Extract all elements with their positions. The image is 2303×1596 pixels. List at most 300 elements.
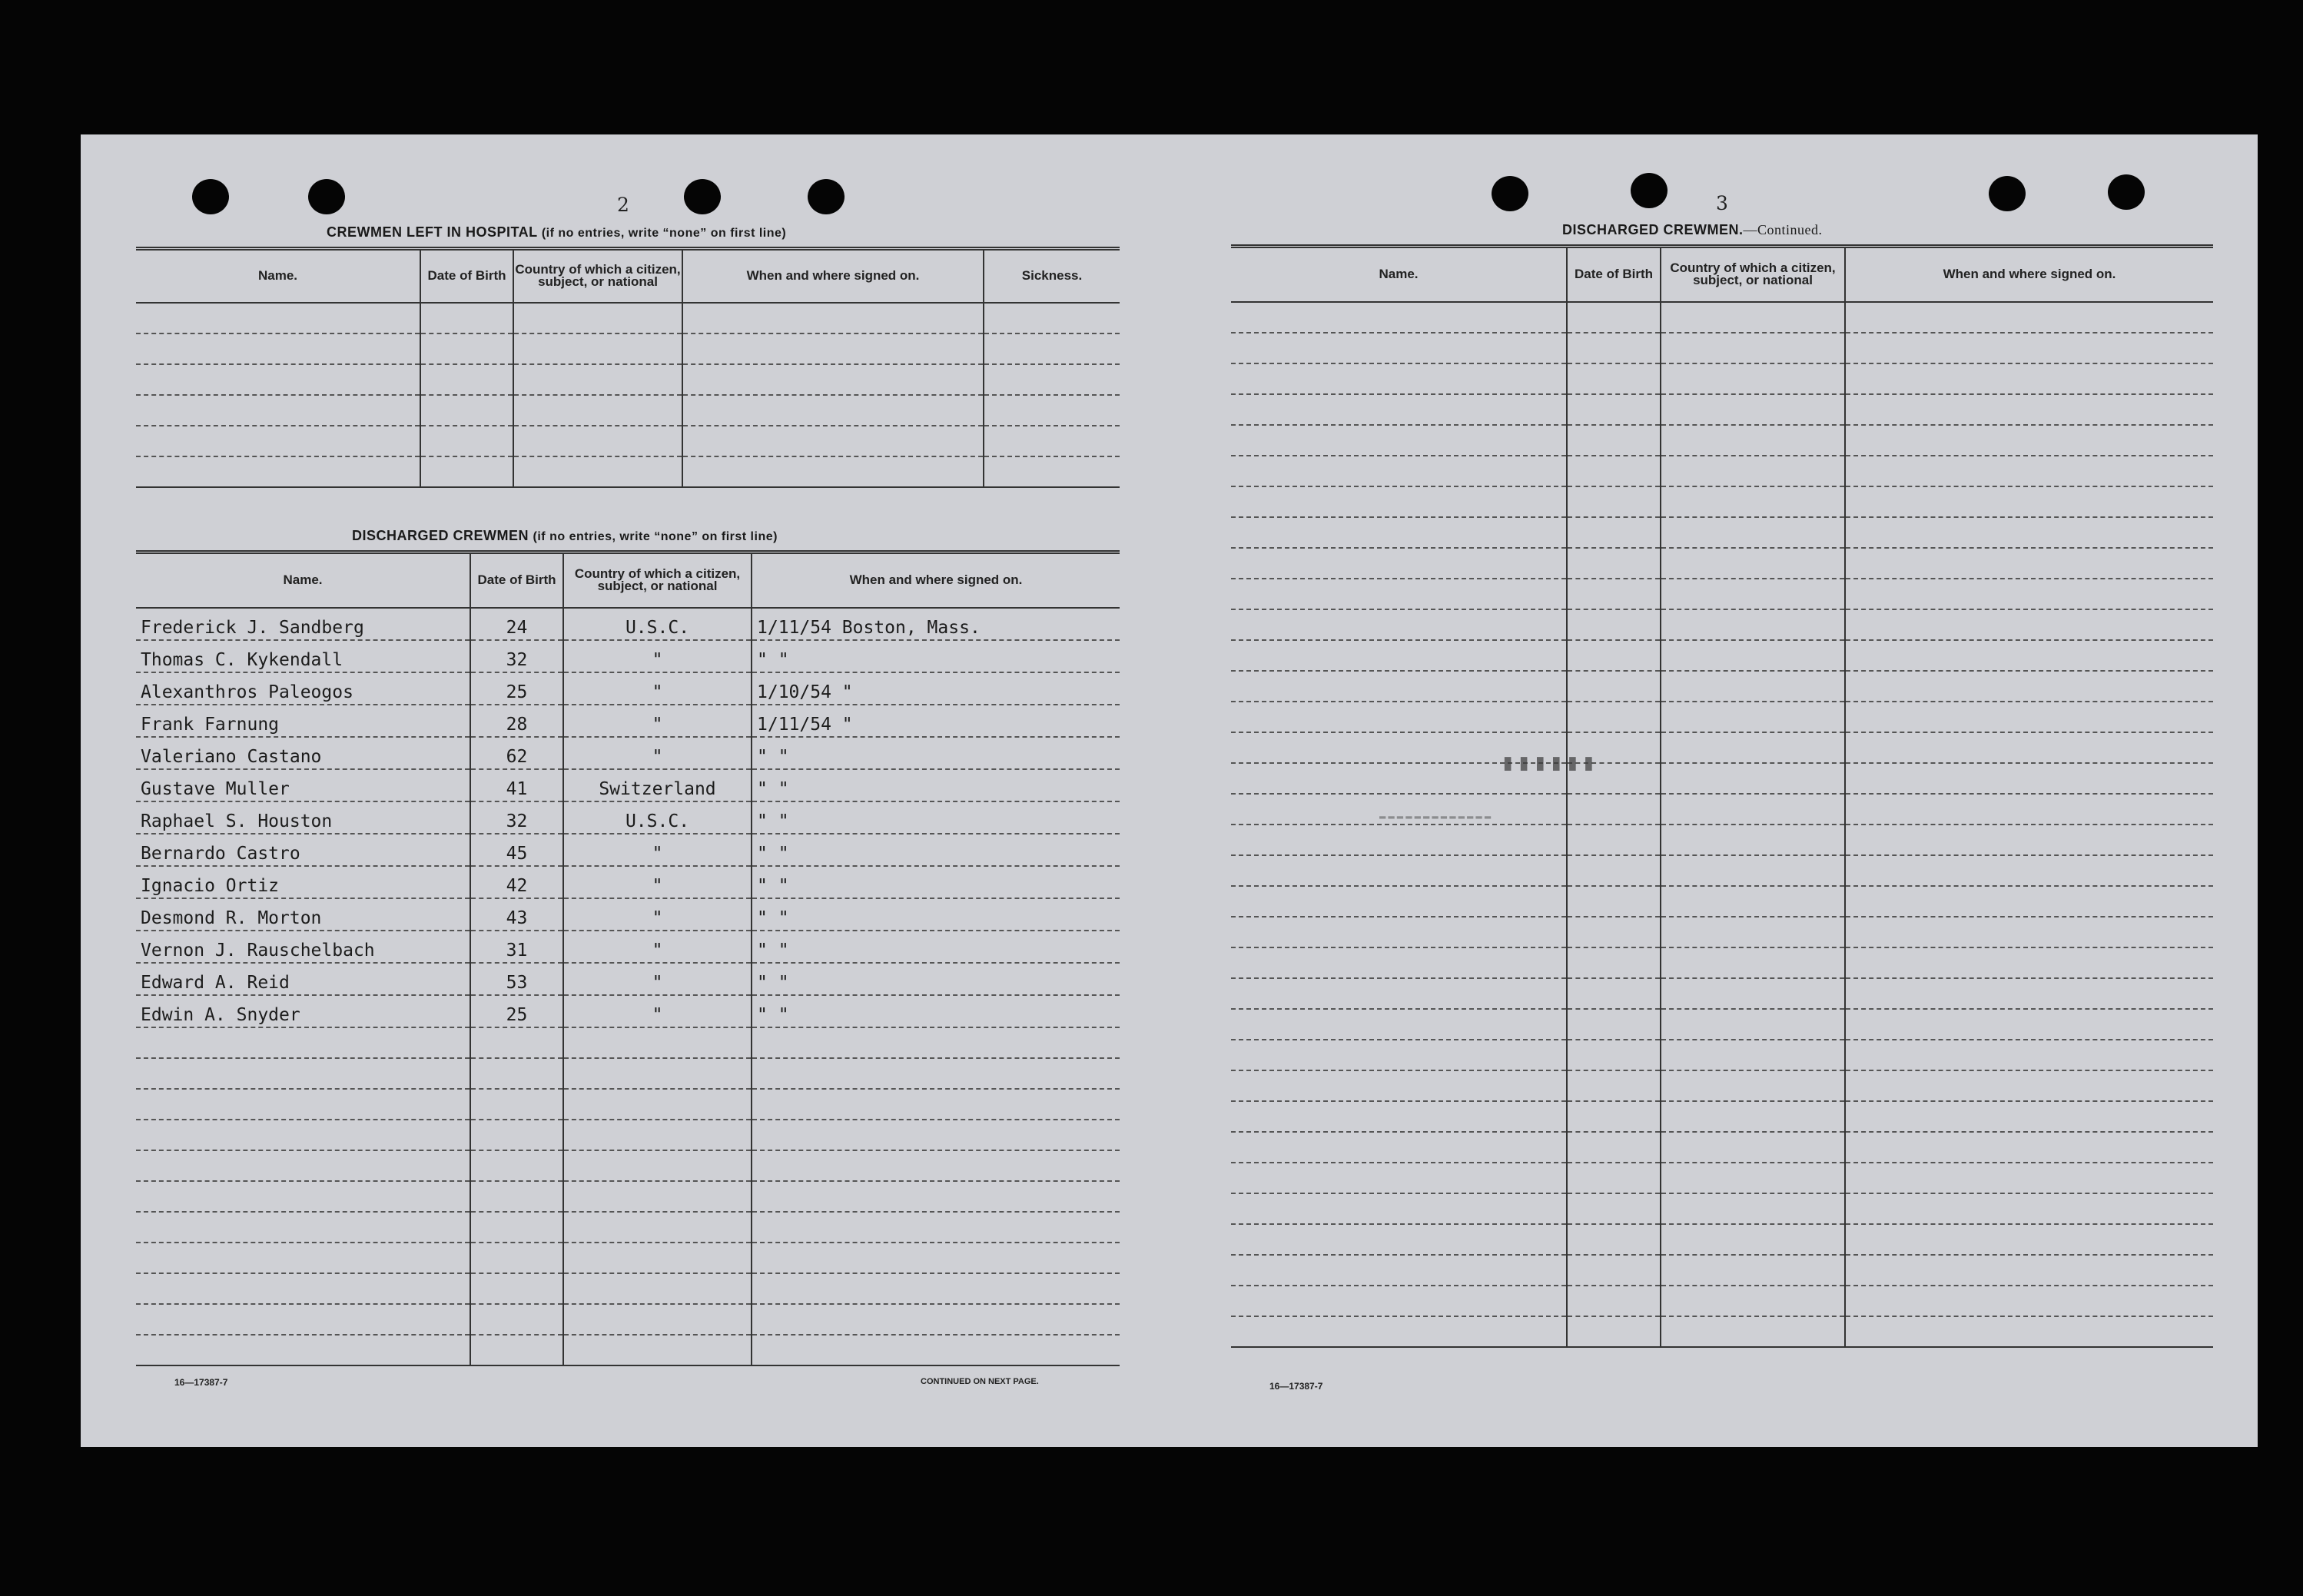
page-number-left: 2 — [617, 194, 629, 216]
cell-blank — [1567, 825, 1661, 855]
cell-blank — [1567, 1193, 1661, 1224]
cell-name: Bernardo Castro — [136, 834, 470, 866]
cell-dob: 42 — [470, 866, 563, 898]
cell-dob: 25 — [470, 995, 563, 1027]
cell-name — [136, 1243, 470, 1273]
cell-blank — [1567, 855, 1661, 886]
cell-signed: " " — [752, 995, 1120, 1027]
cell-blank — [1661, 702, 1845, 732]
cell-blank — [1845, 302, 2213, 333]
cell-blank — [1845, 1224, 2213, 1255]
cell-blank — [1845, 548, 2213, 579]
cell-signed: " " — [752, 931, 1120, 963]
table-row — [136, 1120, 1120, 1150]
cell-blank — [1845, 394, 2213, 425]
cell-country — [563, 1089, 752, 1120]
cell-dob: 32 — [470, 801, 563, 834]
cell-signed: " " — [752, 801, 1120, 834]
col-header-name: Name. — [136, 249, 420, 303]
right-title-note: —Continued. — [1743, 222, 1823, 237]
cell-dob: 25 — [470, 672, 563, 705]
cell-blank — [1567, 363, 1661, 394]
cell-dob: 32 — [470, 640, 563, 672]
table-row — [136, 866, 1120, 898]
cell-blank — [1845, 855, 2213, 886]
cell-blank — [1661, 1224, 1845, 1255]
cell-country: Switzerland — [563, 769, 752, 801]
cell-blank — [1661, 548, 1845, 579]
col-header-signed-on: When and where signed on. — [1845, 247, 2213, 302]
cell-blank — [1661, 794, 1845, 825]
cell-name — [136, 1027, 470, 1058]
cell-blank — [1231, 517, 1567, 548]
cell-blank — [1231, 609, 1567, 640]
cell-blank — [1567, 425, 1661, 456]
table-row — [136, 931, 1120, 963]
table-row — [136, 1150, 1120, 1181]
punch-hole — [1492, 176, 1528, 211]
cell-blank — [1231, 978, 1567, 1009]
table-row — [136, 640, 1120, 672]
cell-blank — [1231, 1132, 1567, 1163]
cell-dob — [470, 1243, 563, 1273]
form-number-left: 16—17387-7 — [174, 1377, 228, 1388]
cell-name: Frank Farnung — [136, 705, 470, 737]
cell-blank — [1661, 671, 1845, 702]
cell-blank — [1231, 333, 1567, 363]
punch-hole — [808, 179, 845, 214]
table-row — [136, 395, 1120, 426]
cell-name: Edwin A. Snyder — [136, 995, 470, 1027]
cell-blank — [1231, 1070, 1567, 1101]
table-row — [136, 672, 1120, 705]
cell-country: " — [563, 995, 752, 1027]
cell-signed — [752, 1335, 1120, 1365]
cell-blank — [1567, 1009, 1661, 1040]
discharged-section-title — [352, 528, 778, 544]
cell-blank — [1845, 947, 2213, 978]
cell-name: Raphael S. Houston — [136, 801, 470, 834]
cell-blank — [1567, 548, 1661, 579]
cell-signed: " " — [752, 834, 1120, 866]
cell-blank — [1845, 1286, 2213, 1316]
table-row — [136, 1273, 1120, 1304]
cell-country — [563, 1150, 752, 1181]
cell-blank — [1661, 763, 1845, 794]
hospital-title-note: (if no entries, write “none” on first line) — [541, 227, 787, 240]
table-row — [136, 705, 1120, 737]
right-title-text: DISCHARGED CREWMEN. — [1562, 222, 1744, 237]
table-row — [136, 1027, 1120, 1058]
right-section-title — [1562, 222, 1823, 238]
cell-blank — [1845, 917, 2213, 947]
table-row — [1231, 1101, 2213, 1132]
cell-blank — [1845, 978, 2213, 1009]
cell-country: " — [563, 931, 752, 963]
cell-signed: " " — [752, 640, 1120, 672]
table-row — [1231, 302, 2213, 333]
cell-blank — [1661, 732, 1845, 763]
cell-blank — [1231, 1255, 1567, 1286]
cell-country — [563, 1027, 752, 1058]
cell-blank — [1845, 579, 2213, 609]
table-row — [1231, 609, 2213, 640]
table-row — [136, 1212, 1120, 1243]
punch-hole — [684, 179, 721, 214]
cell-blank — [1845, 1070, 2213, 1101]
punch-hole — [1631, 173, 1668, 208]
cell-blank — [1231, 363, 1567, 394]
cell-signed — [752, 1089, 1120, 1120]
table-row — [1231, 333, 2213, 363]
hospital-title-text: CREWMEN LEFT IN HOSPITAL — [327, 224, 538, 240]
cell-blank — [1567, 1316, 1661, 1347]
cell-signed: " " — [752, 898, 1120, 931]
col-header-signed-on: When and where signed on. — [682, 249, 984, 303]
cell-blank — [1661, 333, 1845, 363]
cell-blank — [1661, 1040, 1845, 1070]
table-row — [1231, 732, 2213, 763]
cell-country: " — [563, 705, 752, 737]
table-row — [136, 608, 1120, 640]
table-row — [136, 333, 1120, 364]
cell-blank — [1567, 947, 1661, 978]
cell-blank — [1567, 1070, 1661, 1101]
cell-blank — [1661, 855, 1845, 886]
cell-blank — [1231, 1224, 1567, 1255]
cell-name — [136, 1089, 470, 1120]
cell-name: Valeriano Castano — [136, 737, 470, 769]
table-row — [1231, 579, 2213, 609]
cell-country: " — [563, 866, 752, 898]
hospital-table — [136, 247, 1120, 488]
cell-blank — [1231, 1316, 1567, 1347]
cell-blank — [1845, 886, 2213, 917]
cell-blank — [1567, 978, 1661, 1009]
table-row — [136, 801, 1120, 834]
cell-blank — [1661, 517, 1845, 548]
table-row — [1231, 1132, 2213, 1163]
stamp-mark: ▬▬▬▬▬▬▬▬▬▬▬▬▬ — [1379, 811, 1494, 823]
table-row — [1231, 640, 2213, 671]
cell-blank — [1231, 855, 1567, 886]
cell-blank — [1661, 302, 1845, 333]
cell-signed — [752, 1058, 1120, 1089]
cell-name — [136, 1058, 470, 1089]
cell-blank — [1567, 702, 1661, 732]
punch-hole — [308, 179, 345, 214]
cell-blank — [1661, 640, 1845, 671]
table-row — [1231, 1286, 2213, 1316]
table-row — [136, 963, 1120, 995]
cell-blank — [1661, 825, 1845, 855]
col-header-country: Country of which a citizen, subject, or national — [513, 249, 682, 303]
cell-country: " — [563, 640, 752, 672]
cell-blank — [1845, 456, 2213, 486]
cell-blank — [1231, 917, 1567, 947]
table-row — [1231, 548, 2213, 579]
cell-blank — [1845, 609, 2213, 640]
cell-name — [136, 1212, 470, 1243]
cell-blank — [1845, 702, 2213, 732]
cell-name — [136, 1181, 470, 1212]
cell-blank — [1845, 333, 2213, 363]
cell-blank — [1661, 1316, 1845, 1347]
cell-dob: 31 — [470, 931, 563, 963]
cell-blank — [1567, 1040, 1661, 1070]
cell-blank — [1845, 1132, 2213, 1163]
cell-blank — [1567, 1101, 1661, 1132]
cell-blank — [1567, 1224, 1661, 1255]
table-row — [136, 303, 1120, 333]
cell-blank — [1231, 1286, 1567, 1316]
cell-signed — [752, 1243, 1120, 1273]
cell-blank — [1845, 517, 2213, 548]
cell-blank — [1845, 486, 2213, 517]
table-row — [136, 1304, 1120, 1335]
table-row — [136, 995, 1120, 1027]
cell-signed: 1/11/54 Boston, Mass. — [752, 608, 1120, 640]
cell-dob — [470, 1304, 563, 1335]
cell-blank — [1845, 1101, 2213, 1132]
cell-blank — [1661, 1286, 1845, 1316]
col-header-country: Country of which a citizen, subject, or national — [563, 552, 752, 608]
table-row — [1231, 1193, 2213, 1224]
col-header-dob: Date of Birth — [470, 552, 563, 608]
cell-name: Gustave Muller — [136, 769, 470, 801]
cell-blank — [1231, 1101, 1567, 1132]
cell-country — [563, 1273, 752, 1304]
cell-signed: " " — [752, 963, 1120, 995]
cell-blank — [1661, 1101, 1845, 1132]
cell-blank — [1231, 825, 1567, 855]
cell-country: U.S.C. — [563, 801, 752, 834]
table-row — [1231, 794, 2213, 825]
cell-blank — [1231, 486, 1567, 517]
cell-country: " — [563, 737, 752, 769]
cell-country — [563, 1243, 752, 1273]
cell-name: Alexanthros Paleogos — [136, 672, 470, 705]
table-row — [136, 737, 1120, 769]
continued-rows — [1231, 302, 2213, 1347]
cell-blank — [1231, 1040, 1567, 1070]
cell-blank — [1661, 1009, 1845, 1040]
table-row — [136, 1058, 1120, 1089]
cell-blank — [1661, 579, 1845, 609]
discharged-table — [136, 550, 1120, 1366]
cell-signed: " " — [752, 769, 1120, 801]
table-row — [136, 1335, 1120, 1365]
table-row — [1231, 394, 2213, 425]
cell-blank — [1231, 640, 1567, 671]
table-row — [136, 1243, 1120, 1273]
cell-country — [563, 1181, 752, 1212]
table-row — [1231, 425, 2213, 456]
cell-signed — [752, 1273, 1120, 1304]
cell-blank — [1567, 486, 1661, 517]
cell-blank — [1661, 486, 1845, 517]
page-number-right: 3 — [1716, 192, 1728, 214]
cell-blank — [1845, 1316, 2213, 1347]
col-header-dob: Date of Birth — [420, 249, 513, 303]
cell-country — [563, 1304, 752, 1335]
discharged-title-text: DISCHARGED CREWMEN — [352, 528, 529, 543]
table-row — [1231, 456, 2213, 486]
table-row — [1231, 486, 2213, 517]
cell-signed — [752, 1181, 1120, 1212]
cell-blank — [1567, 579, 1661, 609]
table-row — [1231, 825, 2213, 855]
cell-country — [563, 1212, 752, 1243]
cell-blank — [1567, 640, 1661, 671]
cell-blank — [1567, 394, 1661, 425]
cell-blank — [1845, 363, 2213, 394]
cell-blank — [1567, 917, 1661, 947]
hospital-section-title — [327, 224, 786, 241]
cell-name — [136, 1335, 470, 1365]
cell-name — [136, 1273, 470, 1304]
cell-dob — [470, 1335, 563, 1365]
cell-country: " — [563, 963, 752, 995]
cell-dob — [470, 1058, 563, 1089]
table-row — [1231, 363, 2213, 394]
cell-signed — [752, 1212, 1120, 1243]
cell-blank — [1231, 579, 1567, 609]
cell-name — [136, 1150, 470, 1181]
cell-blank — [1567, 302, 1661, 333]
cell-blank — [1231, 1193, 1567, 1224]
cell-blank — [1661, 917, 1845, 947]
cell-blank — [1567, 1163, 1661, 1193]
cell-blank — [1661, 1193, 1845, 1224]
cell-blank — [1845, 640, 2213, 671]
cell-dob — [470, 1089, 563, 1120]
stamp-mark: ▮▮▮▮▮▮ — [1501, 752, 1598, 778]
cell-blank — [1661, 1255, 1845, 1286]
col-header-name: Name. — [136, 552, 470, 608]
cell-signed — [752, 1150, 1120, 1181]
table-row — [136, 769, 1120, 801]
table-row — [1231, 1316, 2213, 1347]
cell-dob — [470, 1150, 563, 1181]
continued-note: CONTINUED ON NEXT PAGE. — [921, 1377, 1039, 1386]
cell-blank — [1567, 1255, 1661, 1286]
punch-hole — [1989, 176, 2026, 211]
manifest-sheet — [81, 134, 2258, 1447]
col-header-dob: Date of Birth — [1567, 247, 1661, 302]
form-number-right: 16—17387-7 — [1269, 1381, 1323, 1392]
table-row — [136, 1089, 1120, 1120]
cell-blank — [1661, 1163, 1845, 1193]
cell-dob — [470, 1273, 563, 1304]
cell-signed: 1/10/54 " — [752, 672, 1120, 705]
cell-blank — [1231, 548, 1567, 579]
col-header-signed-on: When and where signed on. — [752, 552, 1120, 608]
table-row — [1231, 1070, 2213, 1101]
cell-dob: 43 — [470, 898, 563, 931]
cell-blank — [1567, 794, 1661, 825]
cell-country: " — [563, 898, 752, 931]
cell-blank — [1845, 763, 2213, 794]
col-header-country: Country of which a citizen, subject, or national — [1661, 247, 1845, 302]
cell-country — [563, 1058, 752, 1089]
table-row — [1231, 517, 2213, 548]
table-row — [136, 364, 1120, 395]
discharged-continued-table — [1231, 244, 2213, 1348]
cell-blank — [1845, 1009, 2213, 1040]
discharged-title-note: (if no entries, write “none” on first line) — [533, 530, 778, 543]
cell-blank — [1661, 394, 1845, 425]
cell-dob: 24 — [470, 608, 563, 640]
table-row — [1231, 1224, 2213, 1255]
table-row — [136, 834, 1120, 866]
cell-blank — [1231, 1009, 1567, 1040]
cell-blank — [1567, 886, 1661, 917]
cell-blank — [1845, 825, 2213, 855]
cell-blank — [1845, 671, 2213, 702]
table-row — [1231, 702, 2213, 732]
discharged-rows — [136, 608, 1120, 1365]
table-row — [1231, 978, 2213, 1009]
cell-country — [563, 1120, 752, 1150]
cell-blank — [1845, 732, 2213, 763]
cell-blank — [1661, 978, 1845, 1009]
cell-name: Edward A. Reid — [136, 963, 470, 995]
table-row — [1231, 763, 2213, 794]
cell-blank — [1845, 1255, 2213, 1286]
cell-blank — [1567, 1132, 1661, 1163]
cell-blank — [1845, 1163, 2213, 1193]
table-row — [1231, 917, 2213, 947]
cell-blank — [1567, 671, 1661, 702]
cell-blank — [1231, 425, 1567, 456]
cell-blank — [1661, 886, 1845, 917]
table-row — [1231, 1040, 2213, 1070]
table-row — [1231, 671, 2213, 702]
cell-blank — [1231, 394, 1567, 425]
cell-country: U.S.C. — [563, 608, 752, 640]
cell-blank — [1661, 1132, 1845, 1163]
cell-blank — [1661, 456, 1845, 486]
cell-blank — [1231, 947, 1567, 978]
cell-signed: " " — [752, 866, 1120, 898]
cell-dob: 62 — [470, 737, 563, 769]
cell-blank — [1845, 794, 2213, 825]
cell-name: Desmond R. Morton — [136, 898, 470, 931]
cell-blank — [1231, 702, 1567, 732]
cell-dob — [470, 1212, 563, 1243]
cell-name: Ignacio Ortiz — [136, 866, 470, 898]
cell-dob: 53 — [470, 963, 563, 995]
table-row — [1231, 947, 2213, 978]
cell-blank — [1231, 671, 1567, 702]
cell-dob: 41 — [470, 769, 563, 801]
cell-blank — [1661, 363, 1845, 394]
table-row — [1231, 855, 2213, 886]
table-row — [1231, 886, 2213, 917]
cell-blank — [1661, 1070, 1845, 1101]
cell-blank — [1231, 456, 1567, 486]
cell-signed: 1/11/54 " — [752, 705, 1120, 737]
cell-name: Vernon J. Rauschelbach — [136, 931, 470, 963]
cell-blank — [1567, 333, 1661, 363]
cell-signed: " " — [752, 737, 1120, 769]
cell-signed — [752, 1120, 1120, 1150]
table-row — [136, 898, 1120, 931]
table-row — [136, 1181, 1120, 1212]
cell-blank — [1845, 1193, 2213, 1224]
cell-blank — [1231, 302, 1567, 333]
